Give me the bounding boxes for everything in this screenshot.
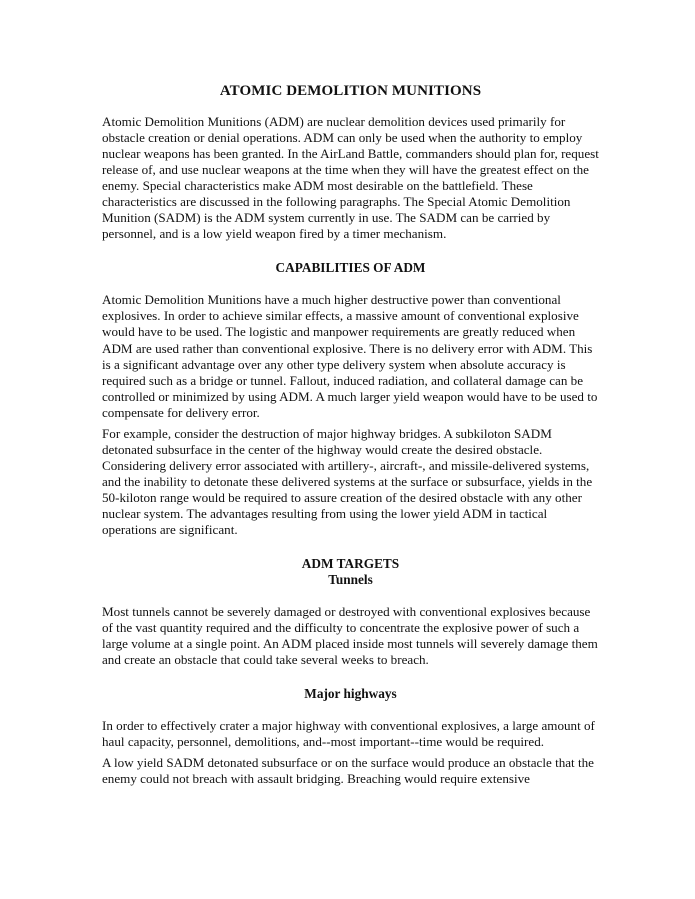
targets-heading: ADM TARGETS [301,556,400,572]
capabilities-paragraph-1: Atomic Demolition Munitions have a much higher destructive power than conventional explosives. In order to achieve similar effects, a massive amount of conventional explosive would have to be used. The logistic and manpower requirements are greatly reduced when ADM are used rather than conventional explosive. There is no delivery error with ADM. This is a significant advantage over any other type delivery system when absolute accuracy is required such as a bridge or tunnel. Fallout, induced radiation, and collateral damage can be controlled or minimized by using ADM. A much larger yield weapon would have to be used to compensate for delivery error. [102,292,598,420]
capabilities-heading: CAPABILITIES OF ADM [275,260,426,276]
highways-subheading: Major highways [304,686,397,702]
tunnels-paragraph: Most tunnels cannot be severely damaged or destroyed with conventional explosives because of the vast quantity required and the difficulty to concentrate the explosive power of such a large volume at a single point. An ADM placed inside most tunnels will severely damage them and create an obstacle that could take several weeks to breach. [102,604,598,668]
intro-paragraph: Atomic Demolition Munitions (ADM) are nuclear demolition devices used primarily for obstacle creation or denial operations. ADM can only be used when the authority to employ nuclear weapons has been granted. In the AirLand Battle, commanders should plan for, request release of, and use nuclear weapons at the time when they will have the greatest effect on the enemy. Special characteristics make ADM most desirable on the battlefield. These characteristics are discussed in the following paragraphs. The Special Atomic Demolition Munition (SADM) is the ADM system currently in use. The SADM can be carried by personnel, and is a low yield weapon fired by a timer mechanism. [102,114,599,242]
capabilities-paragraph-2: For example, consider the destruction of major highway bridges. A subkiloton SADM detonated subsurface in the center of the highway would create the desired obstacle. Considering delivery error associated with artillery-, aircraft-, and missile-delivered systems, and the inability to detonate these delivered systems at the surface or subsurface, yields in the 50-kiloton range would be required to assure creation of the desired obstacle with any other nuclear system. The advantages resulting from using the lower yield ADM in tactical operations are significant. [102,425,593,538]
document-title: ATOMIC DEMOLITION MUNITIONS [219,83,482,99]
highways-paragraph-2: A low yield SADM detonated subsurface or on the surface would produce an obstacle that the enemy could not breach with assault bridging. Breaching would require extensive [102,755,594,787]
highways-paragraph-1: In order to effectively crater a major highway with conventional explosives, a large amount of haul capacity, personnel, demolitions, and--most important--time would be required. [102,718,595,750]
tunnels-subheading: Tunnels [328,572,373,588]
document-page [102,82,599,787]
